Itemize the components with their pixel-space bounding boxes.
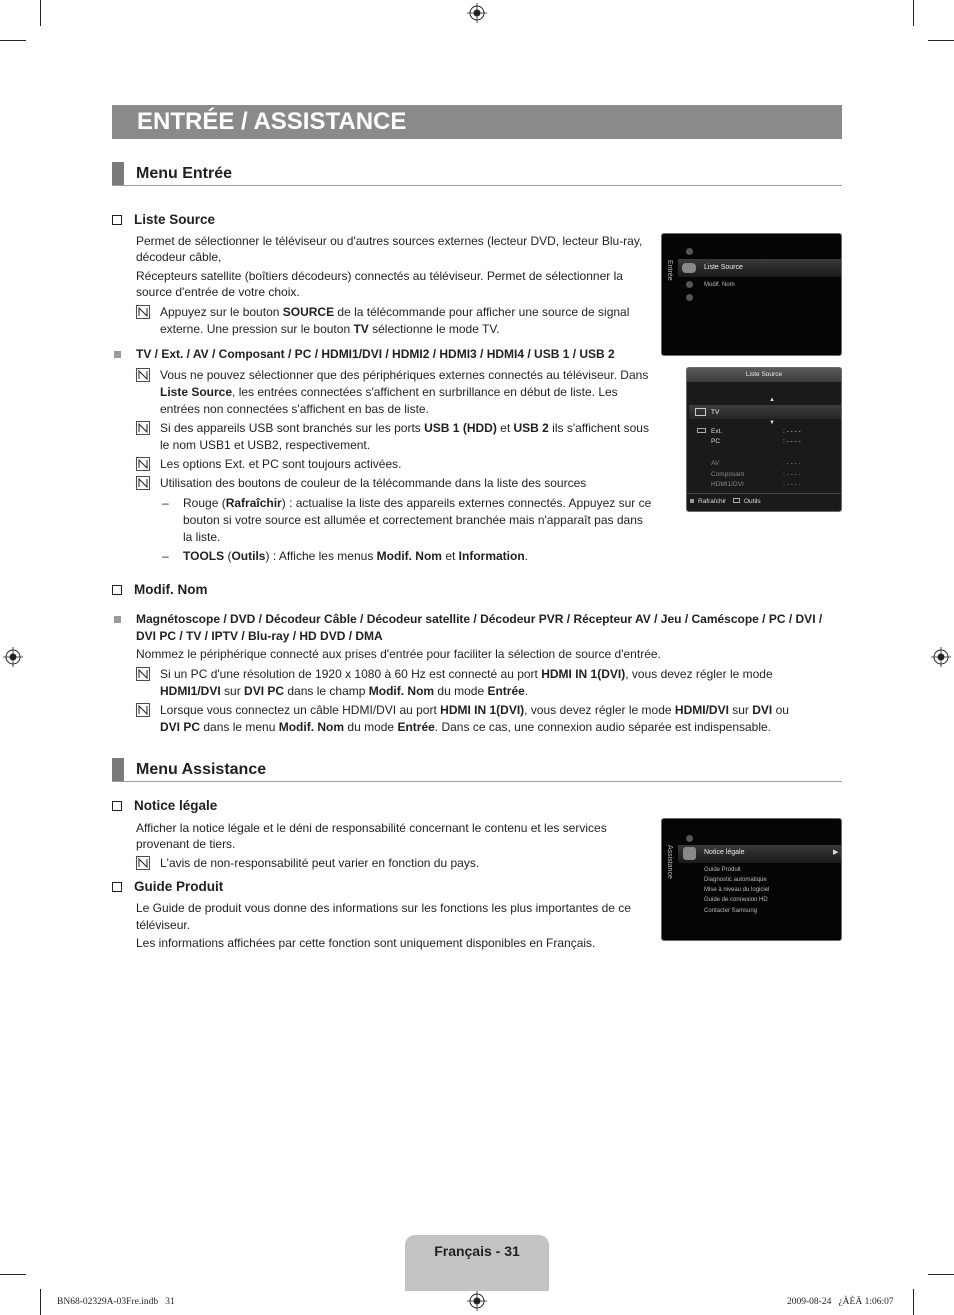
osd-title: Liste Source [687,368,841,382]
osd-item-modif-nom[interactable]: Modif. Nom [704,282,735,288]
divider [687,493,842,494]
paragraph: Le Guide de produit vous donne des informations sur les fonctions les plus importantes de ce [136,901,631,915]
subheading-text: Modif. Nom [134,582,208,597]
paragraph: provenant de tiers. [136,837,236,851]
square-bullet-icon [114,616,121,623]
paragraph: Récepteurs satellite (boîtiers décodeurs) connectés au téléviseur. Permet de sélectionner la [136,269,623,283]
paragraph: téléviseur. [136,918,191,932]
registration-mark-icon [467,3,487,23]
crop-mark [0,40,26,41]
checkbox-bullet-icon [112,215,122,225]
note-icon [136,457,150,471]
paragraph: Permet de sélectionner le téléviseur ou d'autres sources externes (lecteur DVD, lecteur Blu-ray, [136,234,643,248]
osd-footer-refresh[interactable]: Rafraîchir [698,498,727,505]
section-heading-input [112,162,842,186]
crop-mark [40,0,41,26]
osd-input-menu [661,233,842,356]
page-title-bar [112,105,842,139]
osd-row-name[interactable]: Composant [711,471,745,478]
subheading-liste-source [112,211,215,229]
page-number-tab [405,1235,549,1291]
note-icon [136,856,150,870]
subheading-notice [112,797,217,815]
picture-icon [686,248,693,255]
imprint-left: BN68-02329A-03Fre.indb 31 [57,1297,175,1307]
section-marker [112,162,124,185]
subheading-text: Liste Source [134,212,216,227]
registration-mark-icon [931,647,951,667]
input-icon [682,263,696,273]
osd-source-list [686,367,842,512]
osd-row-name[interactable]: PC [711,438,721,445]
square-bullet-icon [114,351,121,358]
osd-row-value: : - - - - [783,428,801,435]
osd-highlight [678,259,842,277]
channel-icon [686,294,693,301]
chevron-right-icon: ▶ [833,849,839,856]
red-button-icon [690,499,694,503]
paragraph: décodeur câble, [136,250,222,264]
support-icon [683,847,696,860]
paragraph: Nommez le périphérique connecté aux prises d'entrée pour faciliter la sélection de source d'entrée. [136,647,661,661]
osd-row-value: : - - - - [783,438,801,445]
page-title: ENTRÉE / ASSISTANCE [137,108,407,135]
note-icon [136,667,150,681]
note-icon [136,476,150,490]
section-marker [112,758,124,781]
osd-row-value: : - - - - [783,460,801,467]
osd-side-label: Entrée [666,260,673,281]
note-icon [136,368,150,382]
osd-highlight [678,845,842,863]
ext-icon [697,428,706,433]
imprint-right: 2009-08-24 ¿ÀÈÄ 1:06:07 [787,1297,894,1307]
osd-row-name[interactable]: AV [711,460,720,467]
crop-mark [913,0,914,26]
section-title: Menu Assistance [136,761,267,778]
section-heading-support [112,758,842,782]
osd-item-notice[interactable]: Notice légale [704,849,745,856]
subheading-modif-nom [112,581,208,599]
osd-row-name[interactable]: TV [711,409,720,416]
crop-mark [928,40,954,41]
crop-mark [928,1274,954,1275]
subheading-text: Guide Produit [134,879,224,894]
osd-side-label: Assistance [666,845,673,879]
osd-row-name[interactable]: Ext. [711,428,723,435]
osd-row-value: : - - - - [783,481,801,488]
chevron-down-icon: ▼ [769,420,775,426]
osd-item[interactable]: Guide de connexion HD [704,897,768,903]
osd-item[interactable]: Mise à niveau du logiciel [704,887,770,893]
osd-item[interactable]: Guide Produit [704,867,741,873]
tv-icon [695,408,706,416]
paragraph: source d'entrée de votre choix. [136,285,300,299]
crop-mark [913,1289,914,1315]
chevron-up-icon: ▲ [769,397,775,403]
note-icon [136,305,150,319]
tools-icon [733,498,740,503]
crop-mark [0,1274,26,1275]
paragraph: Afficher la notice légale et le déni de responsabilité concernant le contenu et les services [136,821,607,835]
checkbox-bullet-icon [112,585,122,595]
subheading-text: Notice légale [134,798,218,813]
input-icon [686,835,693,842]
osd-row-value: : - - - - [783,471,801,478]
registration-mark-icon [467,1291,487,1311]
page-number: Français - 31 [434,1243,520,1259]
support-icon [686,281,693,288]
checkbox-bullet-icon [112,801,122,811]
checkbox-bullet-icon [112,882,122,892]
note-icon [136,703,150,717]
osd-item[interactable]: Contacter Samsung [704,908,758,914]
registration-mark-icon [3,647,23,667]
osd-row-name[interactable]: HDMI1/DVI [711,481,744,488]
osd-item[interactable]: Diagnostic automatique [704,877,767,883]
crop-mark [40,1289,41,1315]
subheading-guide [112,878,223,896]
osd-support-menu [661,818,842,941]
paragraph: Les informations affichées par cette fonction sont uniquement disponibles en Français. [136,936,596,950]
osd-footer-tools[interactable]: Outils [744,498,761,505]
section-title: Menu Entrée [136,165,233,182]
osd-item-liste-source[interactable]: Liste Source [704,264,743,271]
note-icon [136,421,150,435]
